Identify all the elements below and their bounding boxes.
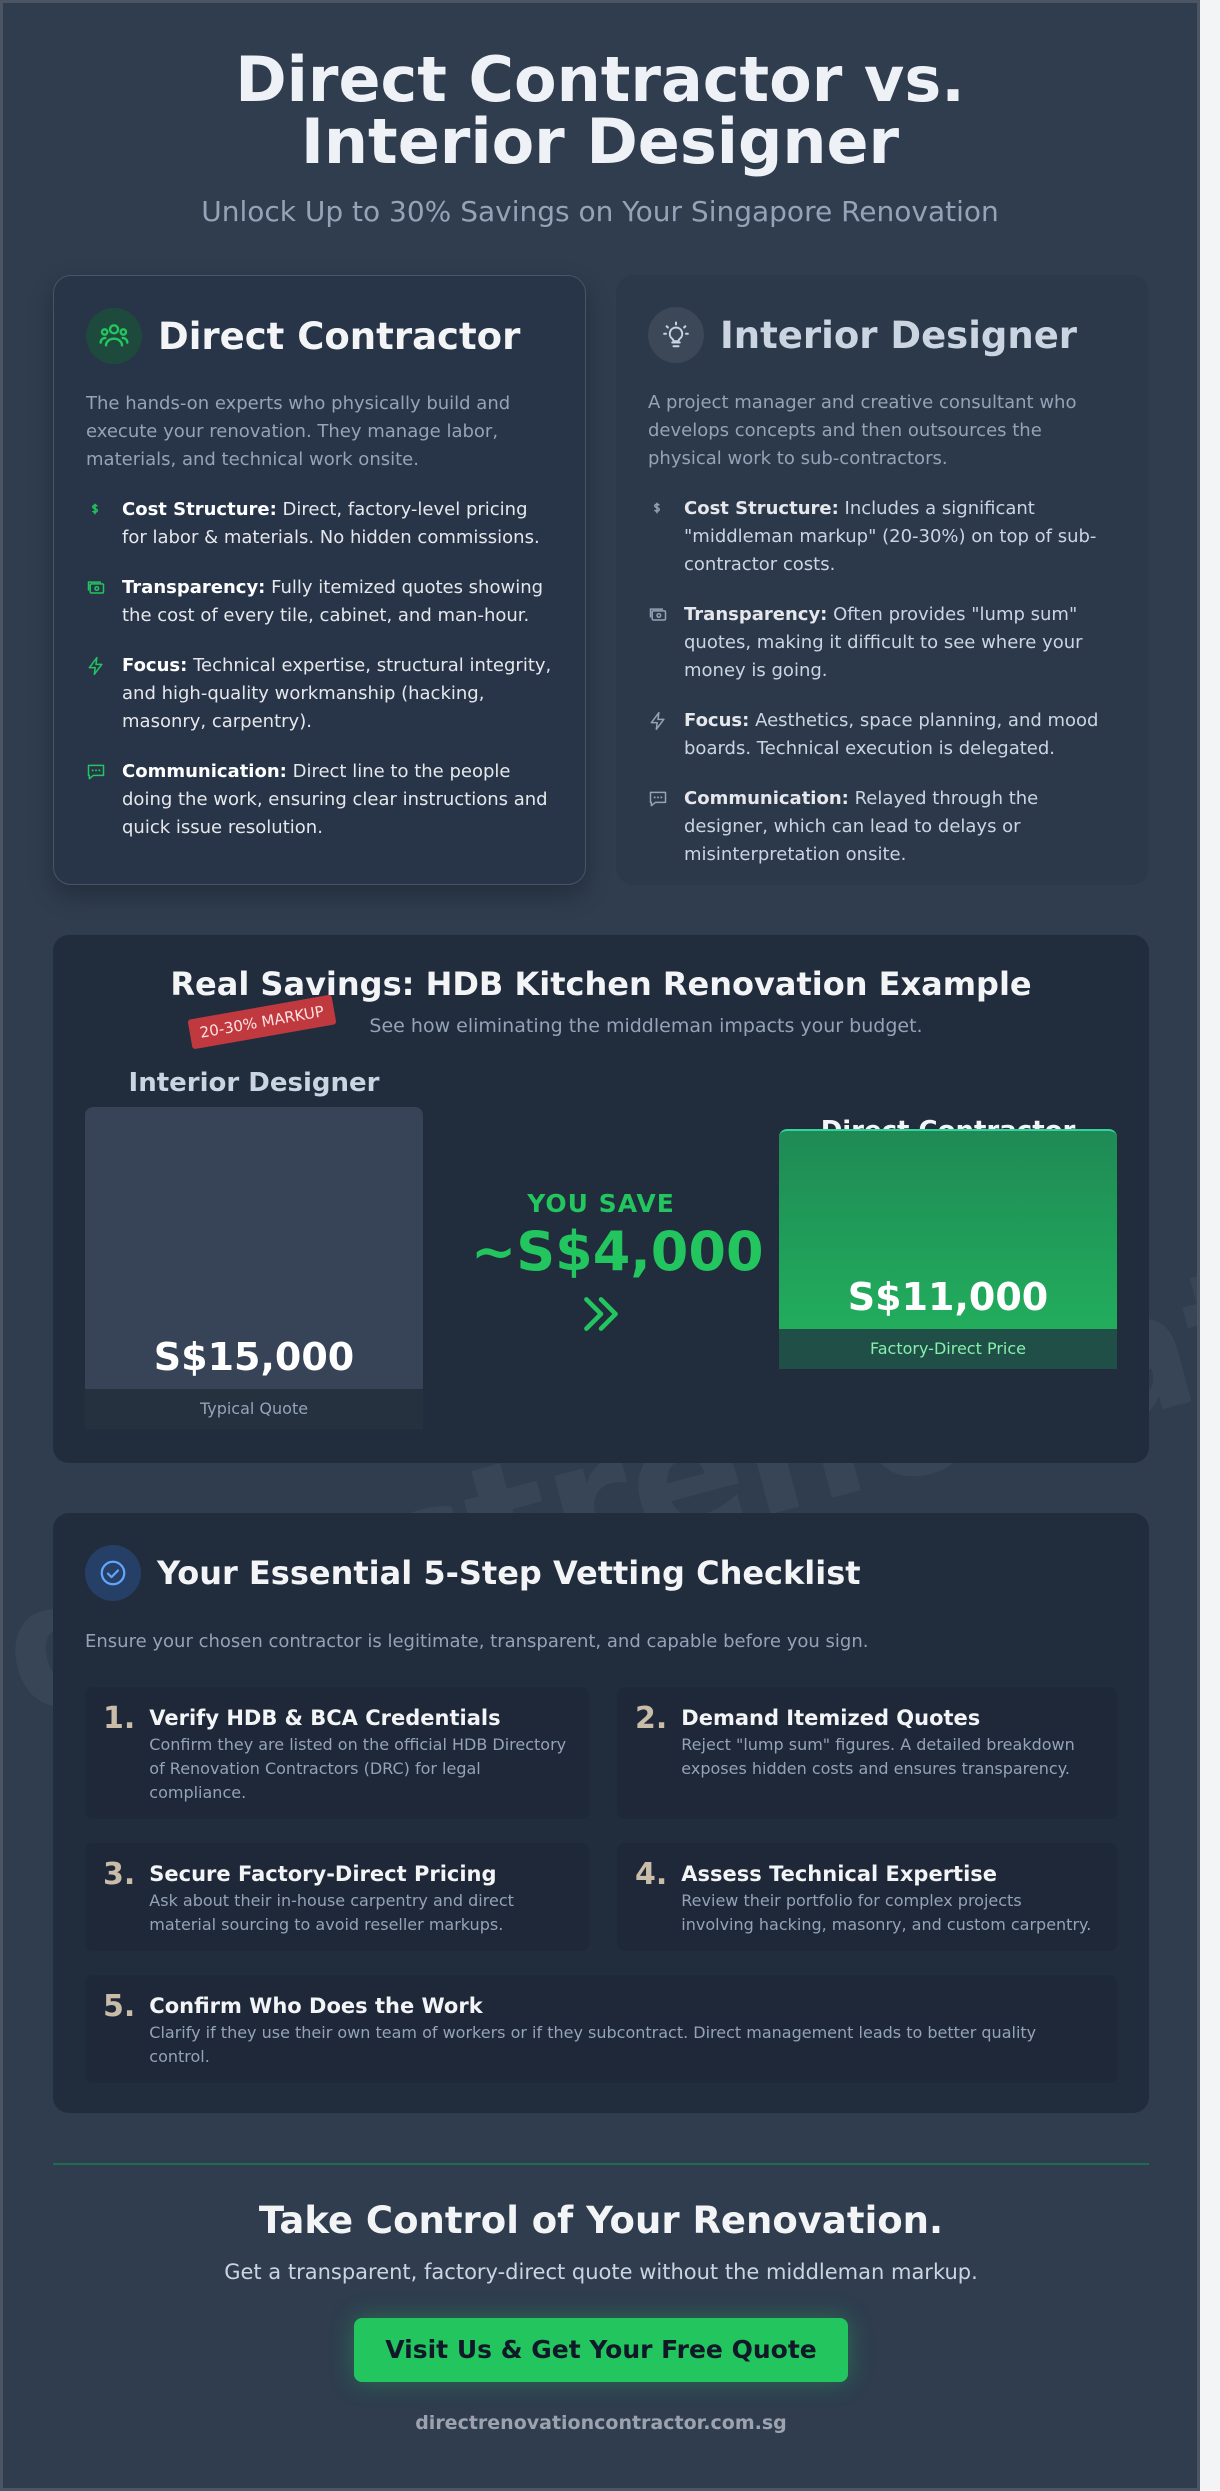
bar-label: Interior Designer [128,1068,380,1098]
feature-transparency [648,601,1117,685]
feature-cost-structure [648,495,1117,579]
feature-text: Technical expertise, structural integrity, and high-quality workmanship (hacking, masonry, carpentry). [122,655,552,732]
chat-icon [86,758,108,842]
receipt-icon [86,574,108,630]
page-subtitle: Unlock Up to 30% Savings on Your Singapore Renovation [201,195,999,228]
page-title: Direct Contractor vs. Interior Designer [235,43,965,178]
checklist-title: Your Essential 5-Step Vetting Checklist [157,1554,861,1592]
step-title: Verify HDB & BCA Credentials [149,1706,501,1730]
step-number: 4. [635,1857,668,1892]
step-description: Review their portfolio for complex projects involving hacking, masonry, and custom carpentry. [681,1891,1092,1934]
cta-subtitle: Get a transparent, factory-direct quote without the middleman markup. [224,2260,978,2284]
chat-icon [648,785,670,869]
step-number: 5. [103,1989,136,2024]
step-description: Ask about their in-house carpentry and direct material sourcing to avoid reseller markups. [149,1891,514,1934]
free-quote-button[interactable]: Visit Us & Get Your Free Quote [354,2318,848,2382]
checklist-subtitle: Ensure your chosen contractor is legitimate, transparent, and capable before you sign. [85,1631,869,1652]
interior-designer-card [616,275,1149,885]
feature-text: Direct line to the people doing the work, ensuring clear instructions and quick issue resolution. [122,761,548,838]
step-title: Secure Factory-Direct Pricing [149,1862,497,1886]
step-title: Confirm Who Does the Work [149,1994,483,2018]
feature-label: Cost Structure: [684,498,839,519]
save-amount: ~S$4,000 [471,1220,764,1283]
cta-title: Take Control of Your Renovation. [258,2199,944,2242]
bar-amount: S$15,000 [153,1335,355,1379]
step-number: 1. [103,1701,136,1736]
step-description: Reject "lump sum" figures. A detailed breakdown exposes hidden costs and ensures transparency. [681,1735,1075,1778]
card-description: The hands-on experts who physically build and execute your renovation. They manage labor, materials, and technical work onsite. [86,393,511,470]
feature-label: Cost Structure: [122,499,277,520]
markup-tag: 20-30% MARKUP [188,995,337,1050]
step-title: Demand Itemized Quotes [681,1706,981,1730]
feature-label: Communication: [684,788,849,809]
bar-footer: Factory-Direct Price [779,1329,1117,1369]
website-link[interactable]: directrenovationcontractor.com.sg [415,2412,787,2434]
feature-text: Direct, factory-level pricing for labor & materials. No hidden commissions. [122,499,540,548]
bar-amount: S$11,000 [847,1275,1049,1319]
card-title: Direct Contractor [158,314,521,358]
feature-communication [648,785,1117,869]
chevrons-right-icon [471,1289,731,1343]
checklist-step-3 [85,1843,589,1951]
feature-cost-structure [86,496,553,552]
checklist-step-5 [85,1975,1117,2083]
step-description: Confirm they are listed on the official HDB Directory of Renovation Contractors (DRC) for legal compliance. [149,1735,567,1802]
feature-transparency [86,574,553,630]
feature-text: Relayed through the designer, which can lead to delays or misinterpretation onsite. [684,788,1039,865]
savings-title: Real Savings: HDB Kitchen Renovation Example [170,965,1032,1003]
feature-focus [648,707,1117,763]
receipt-icon [648,601,670,685]
save-label: YOU SAVE [527,1189,675,1218]
cta-section [53,2199,1149,2434]
checklist-header [85,1545,1117,1601]
feature-text: Aesthetics, space planning, and mood boards. Technical execution is delegated. [684,710,1099,759]
bolt-icon [648,707,670,763]
checklist-step-1 [85,1687,589,1819]
dollar-icon [86,496,108,552]
feature-communication [86,758,553,842]
step-title: Assess Technical Expertise [681,1862,998,1886]
card-description: A project manager and creative consultant who develops concepts and then outsources the physical work to sub-contractors. [648,392,1077,469]
feature-label: Transparency: [122,577,266,598]
savings-subtitle: See how eliminating the middleman impacts your budget. [369,1015,923,1037]
divider [53,2163,1149,2165]
checklist-step-2 [617,1687,1117,1819]
feature-label: Focus: [122,655,188,676]
card-header [648,307,1117,363]
bolt-icon [86,652,108,736]
users-icon [86,308,142,364]
feature-text: Includes a significant "middleman markup" (20-30%) on top of sub-contractor costs. [684,498,1097,575]
feature-focus [86,652,553,736]
savings-callout [471,1189,764,1343]
step-description: Clarify if they use their own team of workers or if they subcontract. Direct management leads to better quality control. [149,2023,1037,2066]
feature-text: Fully itemized quotes showing the cost of every tile, cabinet, and man-hour. [122,577,544,626]
checklist-section [53,1513,1149,2113]
bar-footer: Typical Quote [85,1389,423,1429]
card-header [86,308,553,364]
checklist-step-4 [617,1843,1117,1951]
feature-label: Communication: [122,761,287,782]
dollar-icon [648,495,670,579]
direct-bar [779,1129,1117,1369]
direct-bar-column [779,1115,1117,1369]
check-circle-icon [85,1545,141,1601]
step-number: 2. [635,1701,668,1736]
designer-bar [85,1107,423,1429]
feature-label: Transparency: [684,604,828,625]
step-number: 3. [103,1857,136,1892]
card-title: Interior Designer [720,313,1078,357]
header [3,3,1197,228]
lightbulb-icon [648,307,704,363]
feature-label: Focus: [684,710,750,731]
direct-contractor-card [53,275,586,885]
designer-bar-column [85,1067,423,1429]
comparison-section [53,275,1149,885]
feature-text: Often provides "lump sum" quotes, making it difficult to see where your money is going. [684,604,1083,681]
savings-section [53,935,1149,1463]
